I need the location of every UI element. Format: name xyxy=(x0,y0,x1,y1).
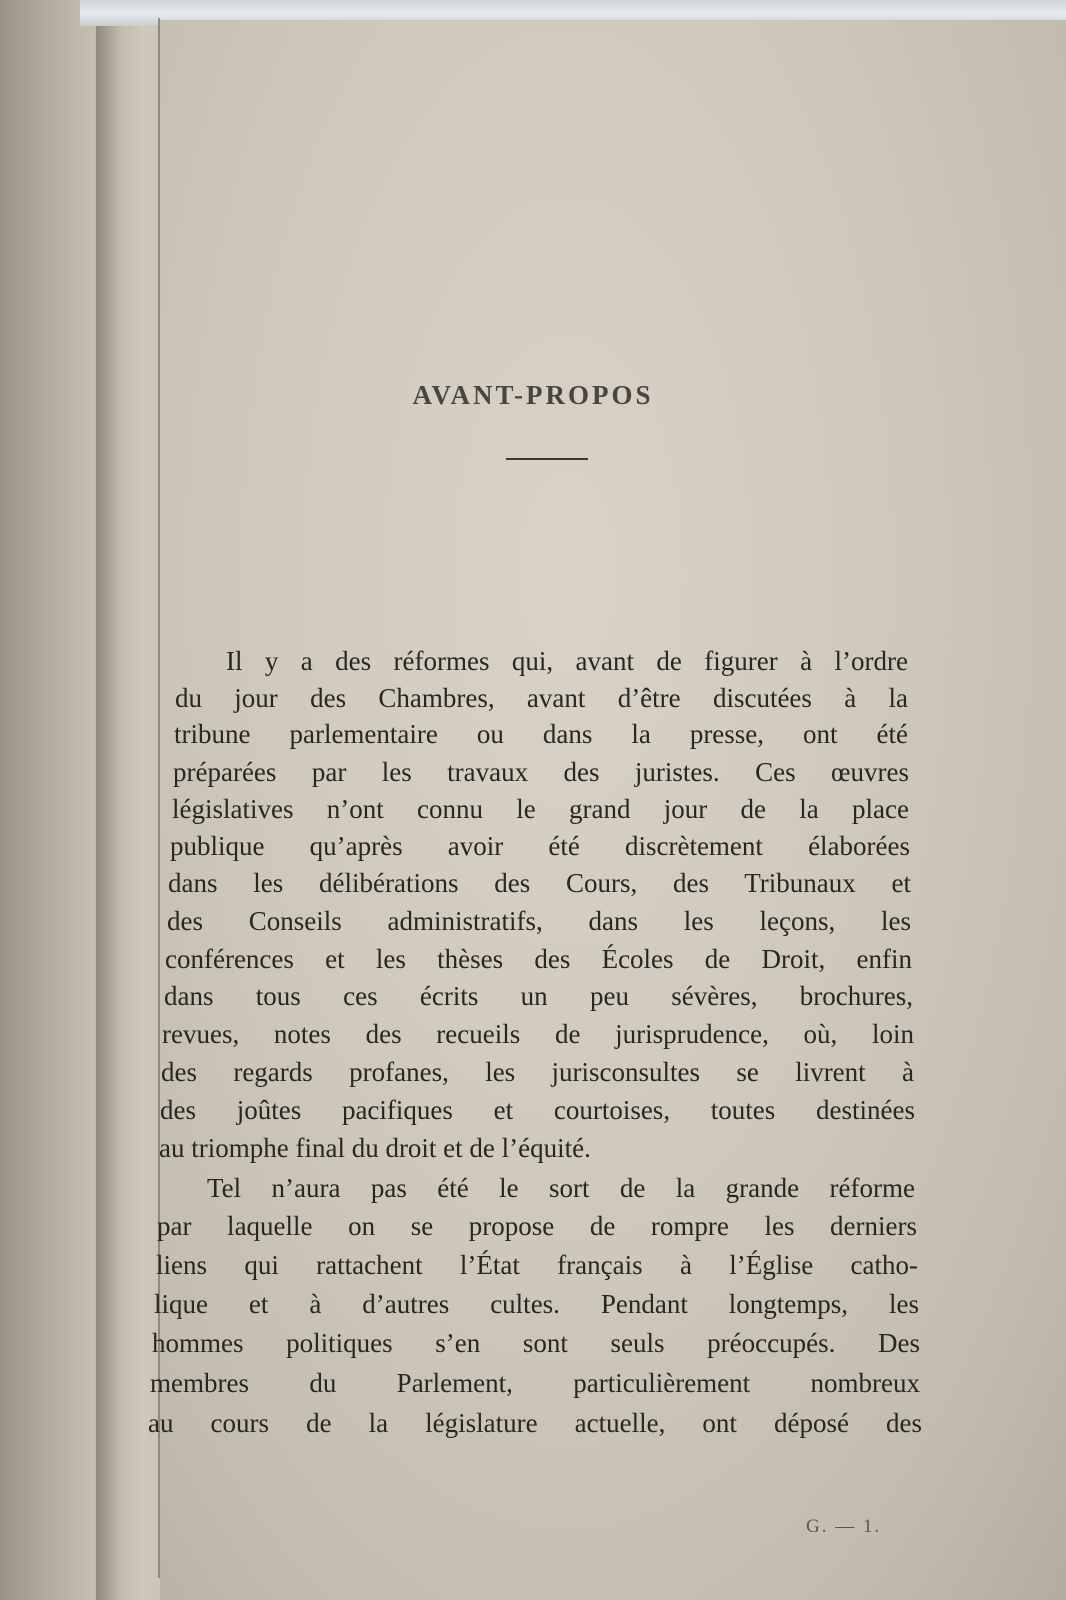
text-line: membres du Parlement, particulièrement nombreux xyxy=(150,1368,920,1398)
text-line: législatives n’ont connu le grand jour de la place xyxy=(172,794,909,824)
signature-mark: G. — 1. xyxy=(806,1516,882,1537)
page-heading: AVANT-PROPOS xyxy=(412,380,654,410)
text-line: Il y a des réformes qui, avant de figurer à l’ordre xyxy=(226,646,908,676)
text-line: revues, notes des recueils de jurisprudence, où, loin xyxy=(162,1019,914,1049)
text-line: préparées par les travaux des juristes. Ces œuvres xyxy=(173,757,909,787)
left-page-edge xyxy=(0,0,110,1600)
heading-rule xyxy=(506,458,588,460)
text-line: au triomphe final du droit et de l’équité. xyxy=(159,1133,591,1163)
text-line: au cours de la législature actuelle, ont déposé des xyxy=(148,1408,922,1438)
text-line: liens qui rattachent l’État français à l’Église catho- xyxy=(156,1250,918,1280)
text-line: des joûtes pacifiques et courtoises, toutes destinées xyxy=(160,1095,915,1125)
book-gutter xyxy=(96,0,166,1600)
text-line: hommes politiques s’en sont seuls préoccupés. Des xyxy=(152,1328,920,1358)
text-line: du jour des Chambres, avant d’être discutées à la xyxy=(175,683,908,713)
text-line: Tel n’aura pas été le sort de la grande réforme xyxy=(207,1173,915,1203)
text-line: dans les délibérations des Cours, des Tribunaux et xyxy=(168,868,911,898)
text-line: publique qu’après avoir été discrètement élaborées xyxy=(170,831,910,861)
text-line: des Conseils administratifs, dans les leçons, les xyxy=(167,906,911,936)
text-line: par laquelle on se propose de rompre les derniers xyxy=(157,1211,917,1241)
text-line: des regards profanes, les jurisconsultes se livrent à xyxy=(161,1057,914,1087)
text-line: dans tous ces écrits un peu sévères, brochures, xyxy=(164,981,913,1011)
text-line: lique et à d’autres cultes. Pendant longtemps, les xyxy=(154,1289,919,1319)
text-line: conférences et les thèses des Écoles de Droit, enfin xyxy=(165,944,912,974)
text-line: tribune parlementaire ou dans la presse, ont été xyxy=(174,719,908,749)
